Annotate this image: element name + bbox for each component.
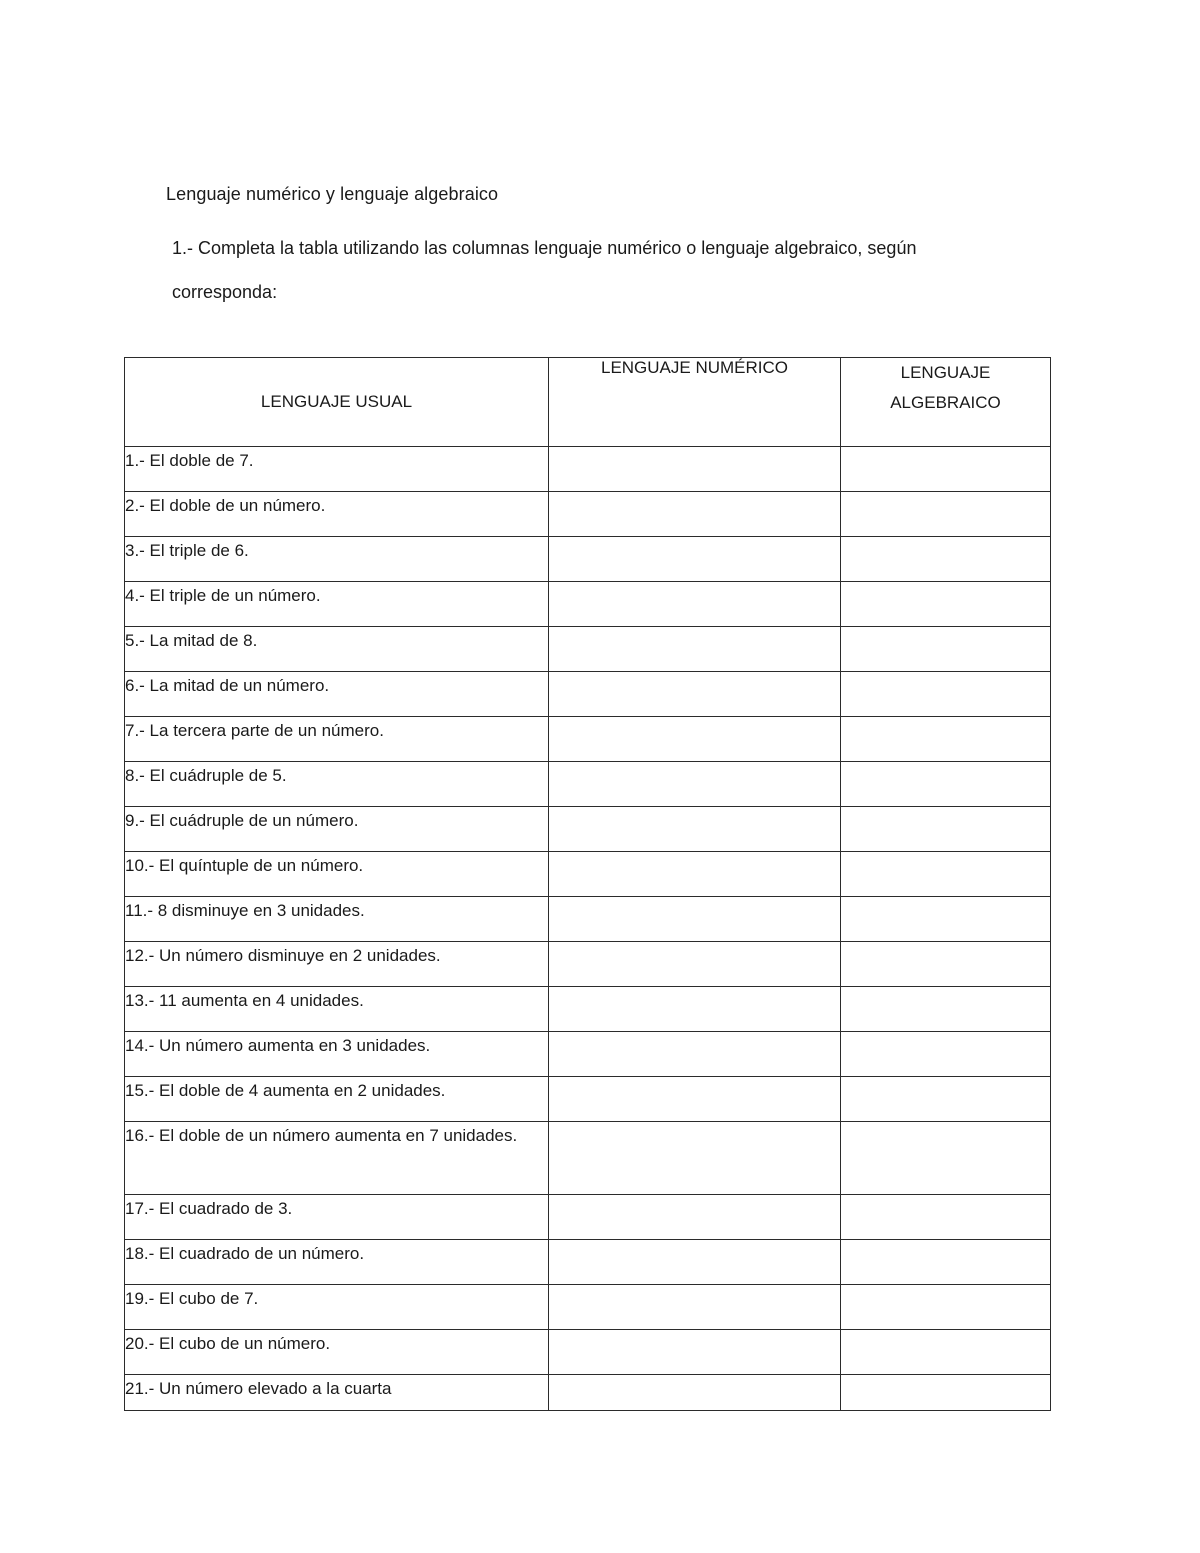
row-algebraico-cell[interactable] <box>841 852 1051 897</box>
row-usual-text: 16.- El doble de un número aumenta en 7 unidades. <box>125 1122 549 1195</box>
row-numerico-cell[interactable] <box>549 1375 841 1411</box>
table-row <box>125 672 1051 717</box>
row-algebraico-cell[interactable] <box>841 942 1051 987</box>
row-numerico-cell[interactable] <box>549 537 841 582</box>
row-usual-text: 18.- El cuadrado de un número. <box>125 1240 549 1285</box>
row-algebraico-cell[interactable] <box>841 987 1051 1032</box>
instruction-text: 1.- Completa la tabla utilizando las columnas lenguaje numérico o lenguaje algebraico, según corresponda: <box>172 238 917 302</box>
table-row <box>125 582 1051 627</box>
row-usual-text: 14.- Un número aumenta en 3 unidades. <box>125 1032 549 1077</box>
table-row <box>125 492 1051 537</box>
table-row <box>125 447 1051 492</box>
row-numerico-cell[interactable] <box>549 582 841 627</box>
row-usual-text: 15.- El doble de 4 aumenta en 2 unidades. <box>125 1077 549 1122</box>
header-lenguaje-algebraico <box>841 358 1051 447</box>
row-usual-text: 2.- El doble de un número. <box>125 492 549 537</box>
row-numerico-cell[interactable] <box>549 1285 841 1330</box>
table-row <box>125 807 1051 852</box>
table-row <box>125 1195 1051 1240</box>
row-numerico-cell[interactable] <box>549 987 841 1032</box>
row-numerico-cell[interactable] <box>549 447 841 492</box>
row-usual-text: 3.- El triple de 6. <box>125 537 549 582</box>
row-numerico-cell[interactable] <box>549 852 841 897</box>
row-usual-text: 21.- Un número elevado a la cuarta <box>125 1375 549 1411</box>
row-algebraico-cell[interactable] <box>841 1240 1051 1285</box>
row-algebraico-cell[interactable] <box>841 492 1051 537</box>
row-usual-text: 1.- El doble de 7. <box>125 447 549 492</box>
row-usual-text: 11.- 8 disminuye en 3 unidades. <box>125 897 549 942</box>
row-algebraico-cell[interactable] <box>841 447 1051 492</box>
table-header-row <box>125 358 1051 447</box>
row-numerico-cell[interactable] <box>549 1032 841 1077</box>
row-algebraico-cell[interactable] <box>841 1330 1051 1375</box>
row-usual-text: 9.- El cuádruple de un número. <box>125 807 549 852</box>
table-row <box>125 852 1051 897</box>
row-algebraico-cell[interactable] <box>841 1195 1051 1240</box>
row-algebraico-cell[interactable] <box>841 582 1051 627</box>
table-row <box>125 1375 1051 1411</box>
table-row <box>125 897 1051 942</box>
row-usual-text: 8.- El cuádruple de 5. <box>125 762 549 807</box>
worksheet-table <box>124 357 1051 1411</box>
row-numerico-cell[interactable] <box>549 762 841 807</box>
row-algebraico-cell[interactable] <box>841 762 1051 807</box>
row-numerico-cell[interactable] <box>549 1122 841 1195</box>
row-algebraico-cell[interactable] <box>841 1375 1051 1411</box>
table-row <box>125 1285 1051 1330</box>
row-numerico-cell[interactable] <box>549 627 841 672</box>
header-lenguaje-usual: LENGUAJE USUAL <box>125 358 549 447</box>
row-numerico-cell[interactable] <box>549 942 841 987</box>
row-algebraico-cell[interactable] <box>841 1285 1051 1330</box>
row-usual-text: 20.- El cubo de un número. <box>125 1330 549 1375</box>
table-row <box>125 627 1051 672</box>
row-algebraico-cell[interactable] <box>841 1122 1051 1195</box>
row-usual-text: 12.- Un número disminuye en 2 unidades. <box>125 942 549 987</box>
table-row <box>125 942 1051 987</box>
row-algebraico-cell[interactable] <box>841 897 1051 942</box>
row-algebraico-cell[interactable] <box>841 807 1051 852</box>
row-numerico-cell[interactable] <box>549 672 841 717</box>
table-row <box>125 1122 1051 1195</box>
row-usual-text: 7.- La tercera parte de un número. <box>125 717 549 762</box>
row-numerico-cell[interactable] <box>549 897 841 942</box>
header-lenguaje-algebraico-label: LENGUAJE ALGEBRAICO <box>890 363 1001 412</box>
table-row <box>125 1330 1051 1375</box>
row-numerico-cell[interactable] <box>549 1330 841 1375</box>
row-algebraico-cell[interactable] <box>841 537 1051 582</box>
row-numerico-cell[interactable] <box>549 492 841 537</box>
row-numerico-cell[interactable] <box>549 1240 841 1285</box>
row-usual-text: 17.- El cuadrado de 3. <box>125 1195 549 1240</box>
row-numerico-cell[interactable] <box>549 1077 841 1122</box>
row-numerico-cell[interactable] <box>549 717 841 762</box>
row-usual-text: 19.- El cubo de 7. <box>125 1285 549 1330</box>
row-usual-text: 13.- 11 aumenta en 4 unidades. <box>125 987 549 1032</box>
row-algebraico-cell[interactable] <box>841 717 1051 762</box>
row-usual-text: 5.- La mitad de 8. <box>125 627 549 672</box>
page-title: Lenguaje numérico y lenguaje algebraico <box>166 184 499 204</box>
table-row <box>125 987 1051 1032</box>
table-row <box>125 537 1051 582</box>
row-algebraico-cell[interactable] <box>841 627 1051 672</box>
row-usual-text: 10.- El quíntuple de un número. <box>125 852 549 897</box>
table-row <box>125 1032 1051 1077</box>
row-usual-text: 6.- La mitad de un número. <box>125 672 549 717</box>
row-algebraico-cell[interactable] <box>841 1077 1051 1122</box>
header-lenguaje-numerico: LENGUAJE NUMÉRICO <box>549 358 841 447</box>
row-numerico-cell[interactable] <box>549 807 841 852</box>
table-row <box>125 717 1051 762</box>
table-row <box>125 1077 1051 1122</box>
table-row <box>125 1240 1051 1285</box>
row-algebraico-cell[interactable] <box>841 672 1051 717</box>
row-algebraico-cell[interactable] <box>841 1032 1051 1077</box>
table-row <box>125 762 1051 807</box>
row-numerico-cell[interactable] <box>549 1195 841 1240</box>
row-usual-text: 4.- El triple de un número. <box>125 582 549 627</box>
